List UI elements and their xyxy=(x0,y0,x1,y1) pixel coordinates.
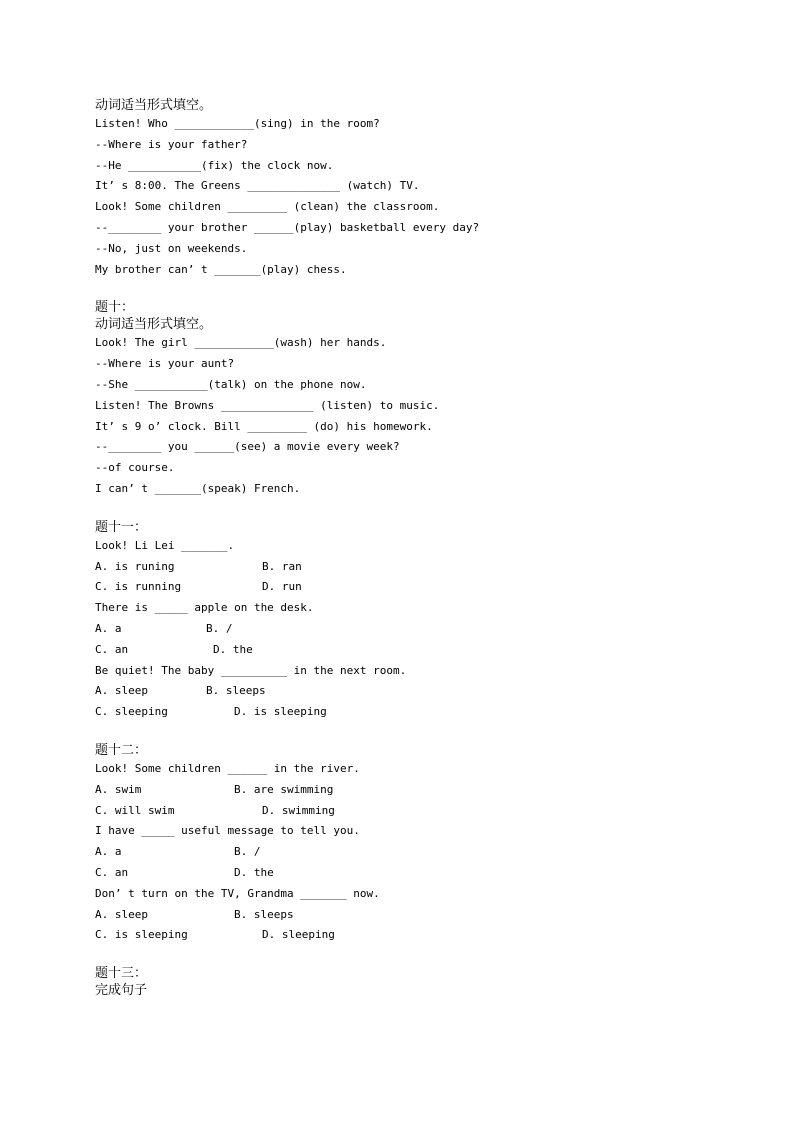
exercise-line: --She ___________(talk) on the phone now. xyxy=(95,377,367,391)
question-stem: There is _____ apple on the desk. xyxy=(95,601,314,615)
options-row xyxy=(95,863,735,884)
option: A. is runing xyxy=(95,559,175,573)
options-row xyxy=(95,780,735,801)
question-label: 题十： xyxy=(95,300,135,316)
exercise-line: --________ your brother ______(play) basketball every day? xyxy=(95,220,480,234)
exercise-line: It’ s 8:00. The Greens ______________ (watch) TV. xyxy=(95,179,420,193)
option: B. / xyxy=(206,621,233,635)
option: B. sleeps xyxy=(206,684,266,698)
exercise-line: --He ___________(fix) the clock now. xyxy=(95,158,334,172)
exercise-line: --of course. xyxy=(95,461,175,475)
options-row xyxy=(95,640,735,661)
option: C. an xyxy=(95,865,129,879)
question-label: 题十一： xyxy=(95,519,148,535)
question-stem: Be quiet! The baby __________ in the next room. xyxy=(95,663,407,677)
option: A. swim xyxy=(95,782,142,796)
option: D. sleeping xyxy=(262,928,335,942)
option: C. sleeping xyxy=(95,705,168,719)
options-row xyxy=(95,681,735,702)
options-row xyxy=(95,619,735,640)
exercise-line: Listen! Who ____________(sing) in the room? xyxy=(95,117,380,130)
question-label: 题十三： xyxy=(95,966,148,982)
exercise-line: It’ s 9 o’ clock. Bill _________ (do) his homework. xyxy=(95,419,433,433)
option: D. run xyxy=(262,580,302,594)
option: A. sleep xyxy=(95,907,148,921)
section-title: 动词适当形式填空。 xyxy=(95,98,213,113)
question-stem: Look! Some children ______ in the river. xyxy=(95,761,360,775)
question-stem: Look! Li Lei _______. xyxy=(95,538,235,552)
option: C. will swim xyxy=(95,803,175,817)
exercise-line: Look! The girl ____________(wash) her hands. xyxy=(95,336,387,350)
option: A. a xyxy=(95,621,122,635)
option: B. / xyxy=(234,845,261,859)
option: B. sleeps xyxy=(234,907,294,921)
option: C. is sleeping xyxy=(95,928,188,942)
option: B. ran xyxy=(262,559,302,573)
exercise-line: Look! Some children _________ (clean) the classroom. xyxy=(95,200,440,214)
option: A. a xyxy=(95,845,122,859)
options-row xyxy=(95,557,735,578)
document-page xyxy=(95,97,735,999)
options-row xyxy=(95,577,735,598)
options-row xyxy=(95,702,735,723)
option: D. swimming xyxy=(262,803,335,817)
exercise-line: I can’ t _______(speak) French. xyxy=(95,481,301,495)
exercise-line: My brother can’ t _______(play) chess. xyxy=(95,262,347,276)
option: C. is running xyxy=(95,580,182,594)
question-stem: I have _____ useful message to tell you. xyxy=(95,824,360,838)
exercise-line: --________ you ______(see) a movie every week? xyxy=(95,440,400,454)
option: A. sleep xyxy=(95,684,148,698)
option: D. the xyxy=(234,865,274,879)
question-label: 题十二： xyxy=(95,742,148,758)
options-row xyxy=(95,801,735,822)
option: C. an xyxy=(95,642,129,656)
options-row xyxy=(95,925,735,946)
question-stem: Don’ t turn on the TV, Grandma _______ now. xyxy=(95,886,380,900)
exercise-line: --No, just on weekends. xyxy=(95,241,248,255)
section-title: 动词适当形式填空。 xyxy=(95,317,213,333)
option: D. is sleeping xyxy=(234,705,327,719)
options-row xyxy=(95,905,735,926)
exercise-line: --Where is your father? xyxy=(95,137,248,151)
exercise-line: --Where is your aunt? xyxy=(95,357,235,371)
option: D. the xyxy=(213,642,253,656)
option: B. are swimming xyxy=(234,782,334,796)
exercise-line: Listen! The Browns ______________ (listen) to music. xyxy=(95,398,440,412)
section-title: 完成句子 xyxy=(95,983,148,999)
options-row xyxy=(95,842,735,863)
